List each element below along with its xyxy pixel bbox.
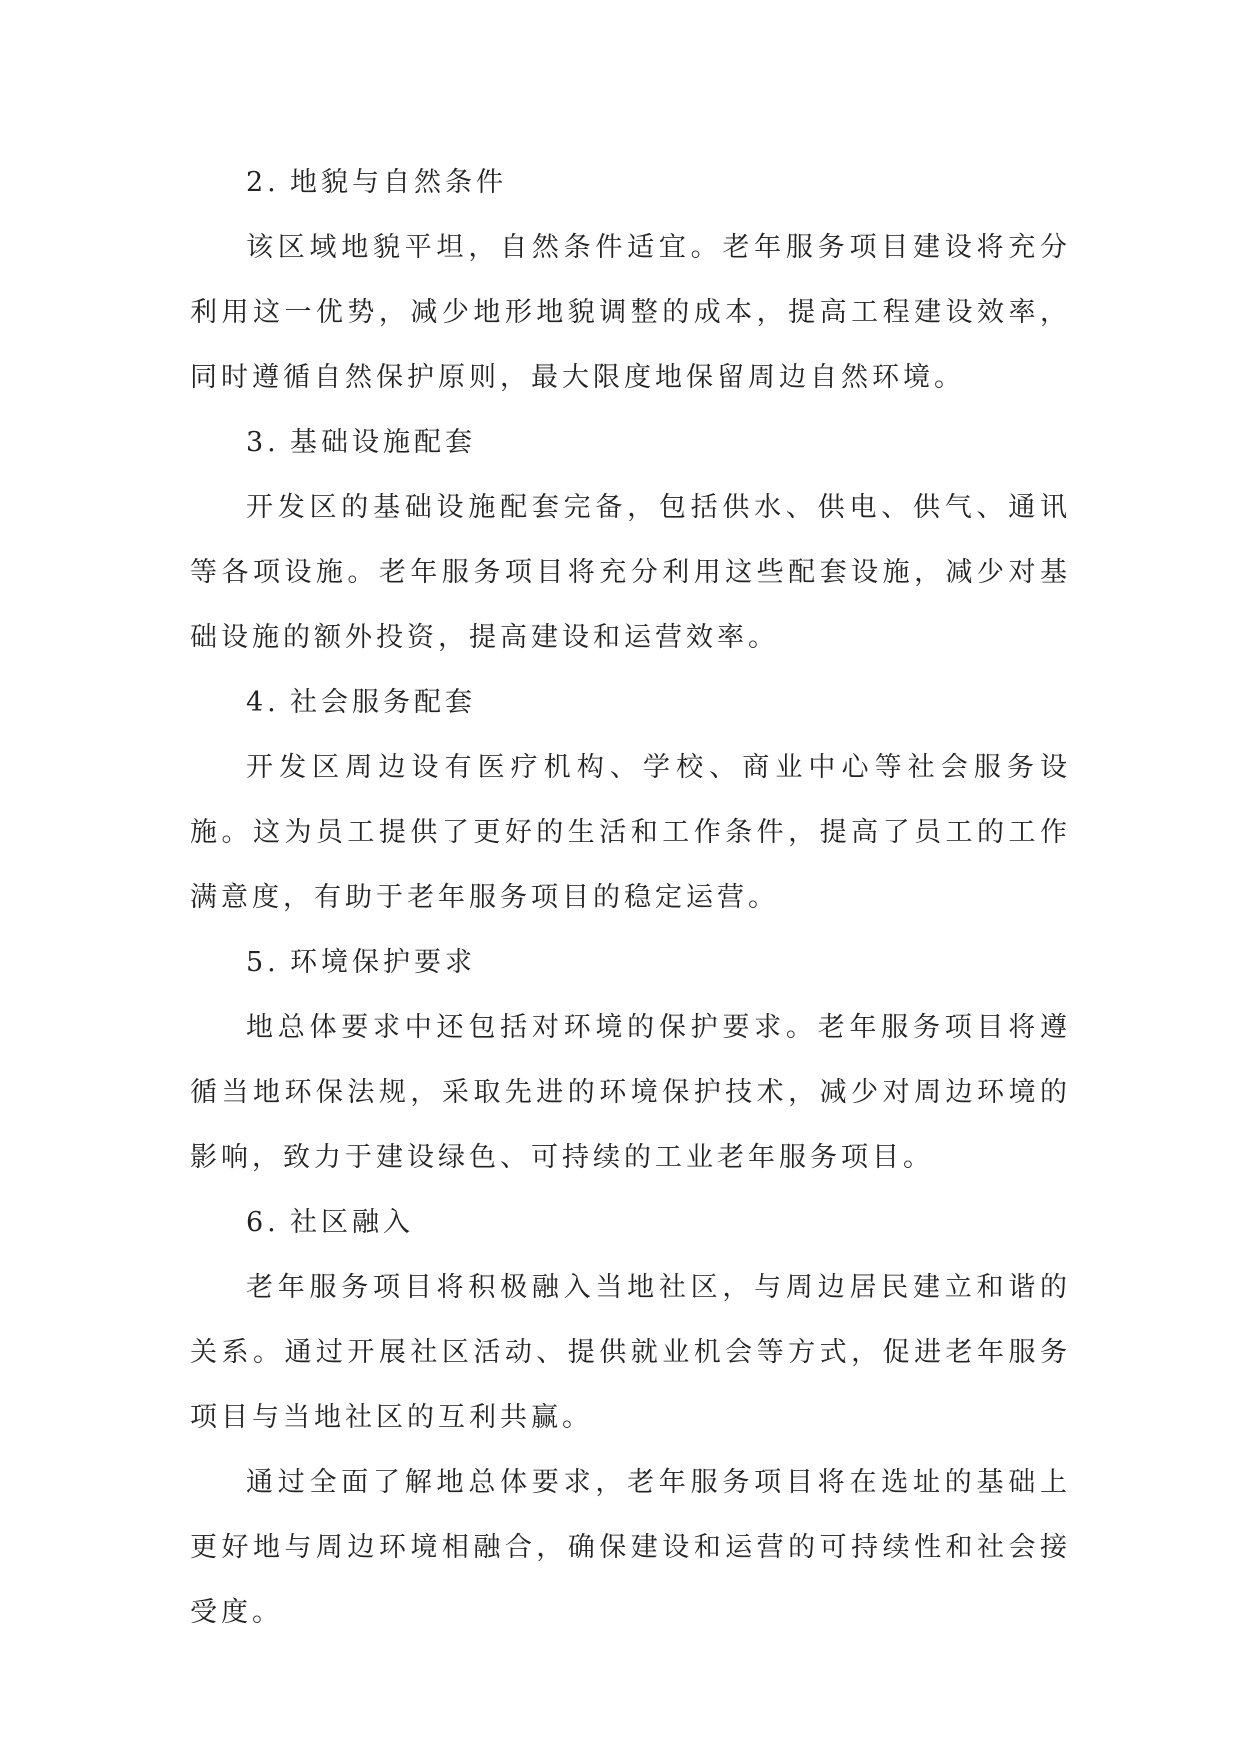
section-paragraph: 开发区的基础设施配套完备，包括供水、供电、供气、通讯等各项设施。老年服务项目将充分利用这些配套设施，减少对基础设施的额外投资，提高建设和运营效率。 bbox=[190, 492, 1071, 653]
section-4 bbox=[190, 670, 1071, 930]
conclusion-paragraph: 通过全面了解地总体要求，老年服务项目将在选址的基础上更好地与周边环境相融合，确保建设和运营的可持续性和社会接受度。 bbox=[190, 1467, 1071, 1628]
section-title: 环境保护要求 bbox=[290, 947, 476, 978]
section-number: 6. bbox=[246, 1207, 280, 1238]
section-2 bbox=[190, 150, 1071, 410]
section-number: 4. bbox=[246, 687, 280, 718]
section-6 bbox=[190, 1190, 1071, 1450]
section-title: 基础设施配套 bbox=[290, 427, 476, 458]
section-title: 地貌与自然条件 bbox=[290, 167, 507, 198]
section-number: 2. bbox=[246, 167, 280, 198]
section-heading bbox=[190, 410, 1071, 475]
section-title: 社区融入 bbox=[290, 1207, 414, 1238]
section-heading bbox=[190, 150, 1071, 215]
section-number: 5. bbox=[246, 947, 280, 978]
section-3 bbox=[190, 410, 1071, 670]
section-heading bbox=[190, 930, 1071, 995]
section-heading bbox=[190, 1190, 1071, 1255]
section-paragraph: 老年服务项目将积极融入当地社区，与周边居民建立和谐的关系。通过开展社区活动、提供就业机会等方式，促进老年服务项目与当地社区的互利共赢。 bbox=[190, 1272, 1071, 1433]
section-5 bbox=[190, 930, 1071, 1190]
section-paragraph: 该区域地貌平坦，自然条件适宜。老年服务项目建设将充分利用这一优势，减少地形地貌调整的成本，提高工程建设效率，同时遵循自然保护原则，最大限度地保留周边自然环境。 bbox=[190, 232, 1071, 393]
section-paragraph: 开发区周边设有医疗机构、学校、商业中心等社会服务设施。这为员工提供了更好的生活和工作条件，提高了员工的工作满意度，有助于老年服务项目的稳定运营。 bbox=[190, 752, 1071, 913]
section-title: 社会服务配套 bbox=[290, 687, 476, 718]
section-number: 3. bbox=[246, 427, 280, 458]
section-paragraph: 地总体要求中还包括对环境的保护要求。老年服务项目将遵循当地环保法规，采取先进的环境保护技术，减少对周边环境的影响，致力于建设绿色、可持续的工业老年服务项目。 bbox=[190, 1012, 1071, 1173]
section-heading bbox=[190, 670, 1071, 735]
